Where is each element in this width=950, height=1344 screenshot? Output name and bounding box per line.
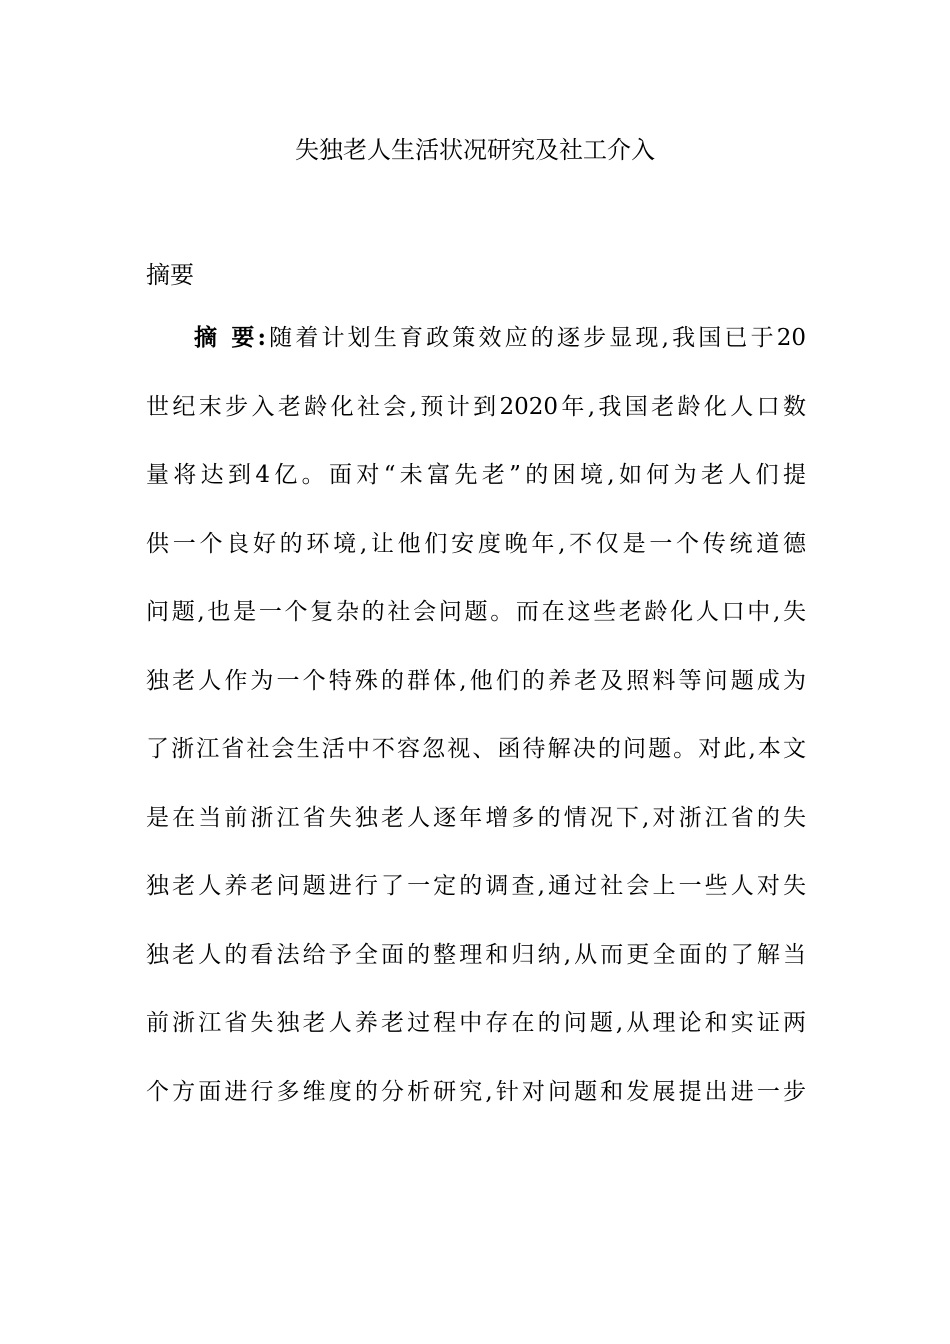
section-heading: 摘要 — [146, 261, 194, 289]
abstract-line — [146, 661, 806, 730]
abstract-line-text: 随着计划生育政策效应的逐步显现,我国已于20 — [266, 325, 806, 351]
abstract-line — [146, 318, 806, 387]
abstract-line — [146, 798, 806, 867]
abstract-line-text: 量将达到4亿。面对“未富先老”的困境,如何为老人们提 — [146, 462, 806, 488]
document-title: 失独老人生活状况研究及社工介入 — [295, 136, 655, 164]
abstract-line — [146, 935, 806, 1004]
abstract-line-text: 独老人作为一个特殊的群体,他们的养老及照料等问题成为 — [146, 667, 806, 694]
abstract-body — [146, 318, 806, 1140]
abstract-line — [146, 1072, 806, 1141]
abstract-line — [146, 524, 806, 593]
abstract-line — [146, 387, 806, 456]
abstract-line-text: 问题,也是一个复杂的社会问题。而在这些老龄化人口中,失 — [146, 599, 806, 625]
abstract-line — [146, 592, 806, 661]
abstract-line — [146, 866, 806, 935]
abstract-line-text: 是在当前浙江省失独老人逐年增多的情况下,对浙江省的失 — [146, 804, 806, 831]
abstract-label: 摘 要: — [194, 324, 266, 351]
abstract-line-text: 供一个良好的环境,让他们安度晚年,不仅是一个传统道德 — [146, 530, 806, 557]
abstract-line-text: 前浙江省失独老人养老过程中存在的问题,从理论和实证两 — [146, 1010, 806, 1036]
abstract-line-text: 了浙江省社会生活中不容忽视、函待解决的问题。对此,本文 — [146, 736, 806, 762]
abstract-line — [146, 455, 806, 524]
abstract-line — [146, 1003, 806, 1072]
abstract-line-text: 个方面进行多维度的分析研究,针对问题和发展提出进一步 — [146, 1078, 806, 1105]
abstract-line — [146, 729, 806, 798]
abstract-line-text: 独老人养老问题进行了一定的调查,通过社会上一些人对失 — [146, 873, 806, 899]
abstract-line-text: 独老人的看法给予全面的整理和归纳,从而更全面的了解当 — [146, 941, 806, 968]
abstract-line-text: 世纪末步入老龄化社会,预计到2020年,我国老龄化人口数 — [146, 393, 806, 420]
